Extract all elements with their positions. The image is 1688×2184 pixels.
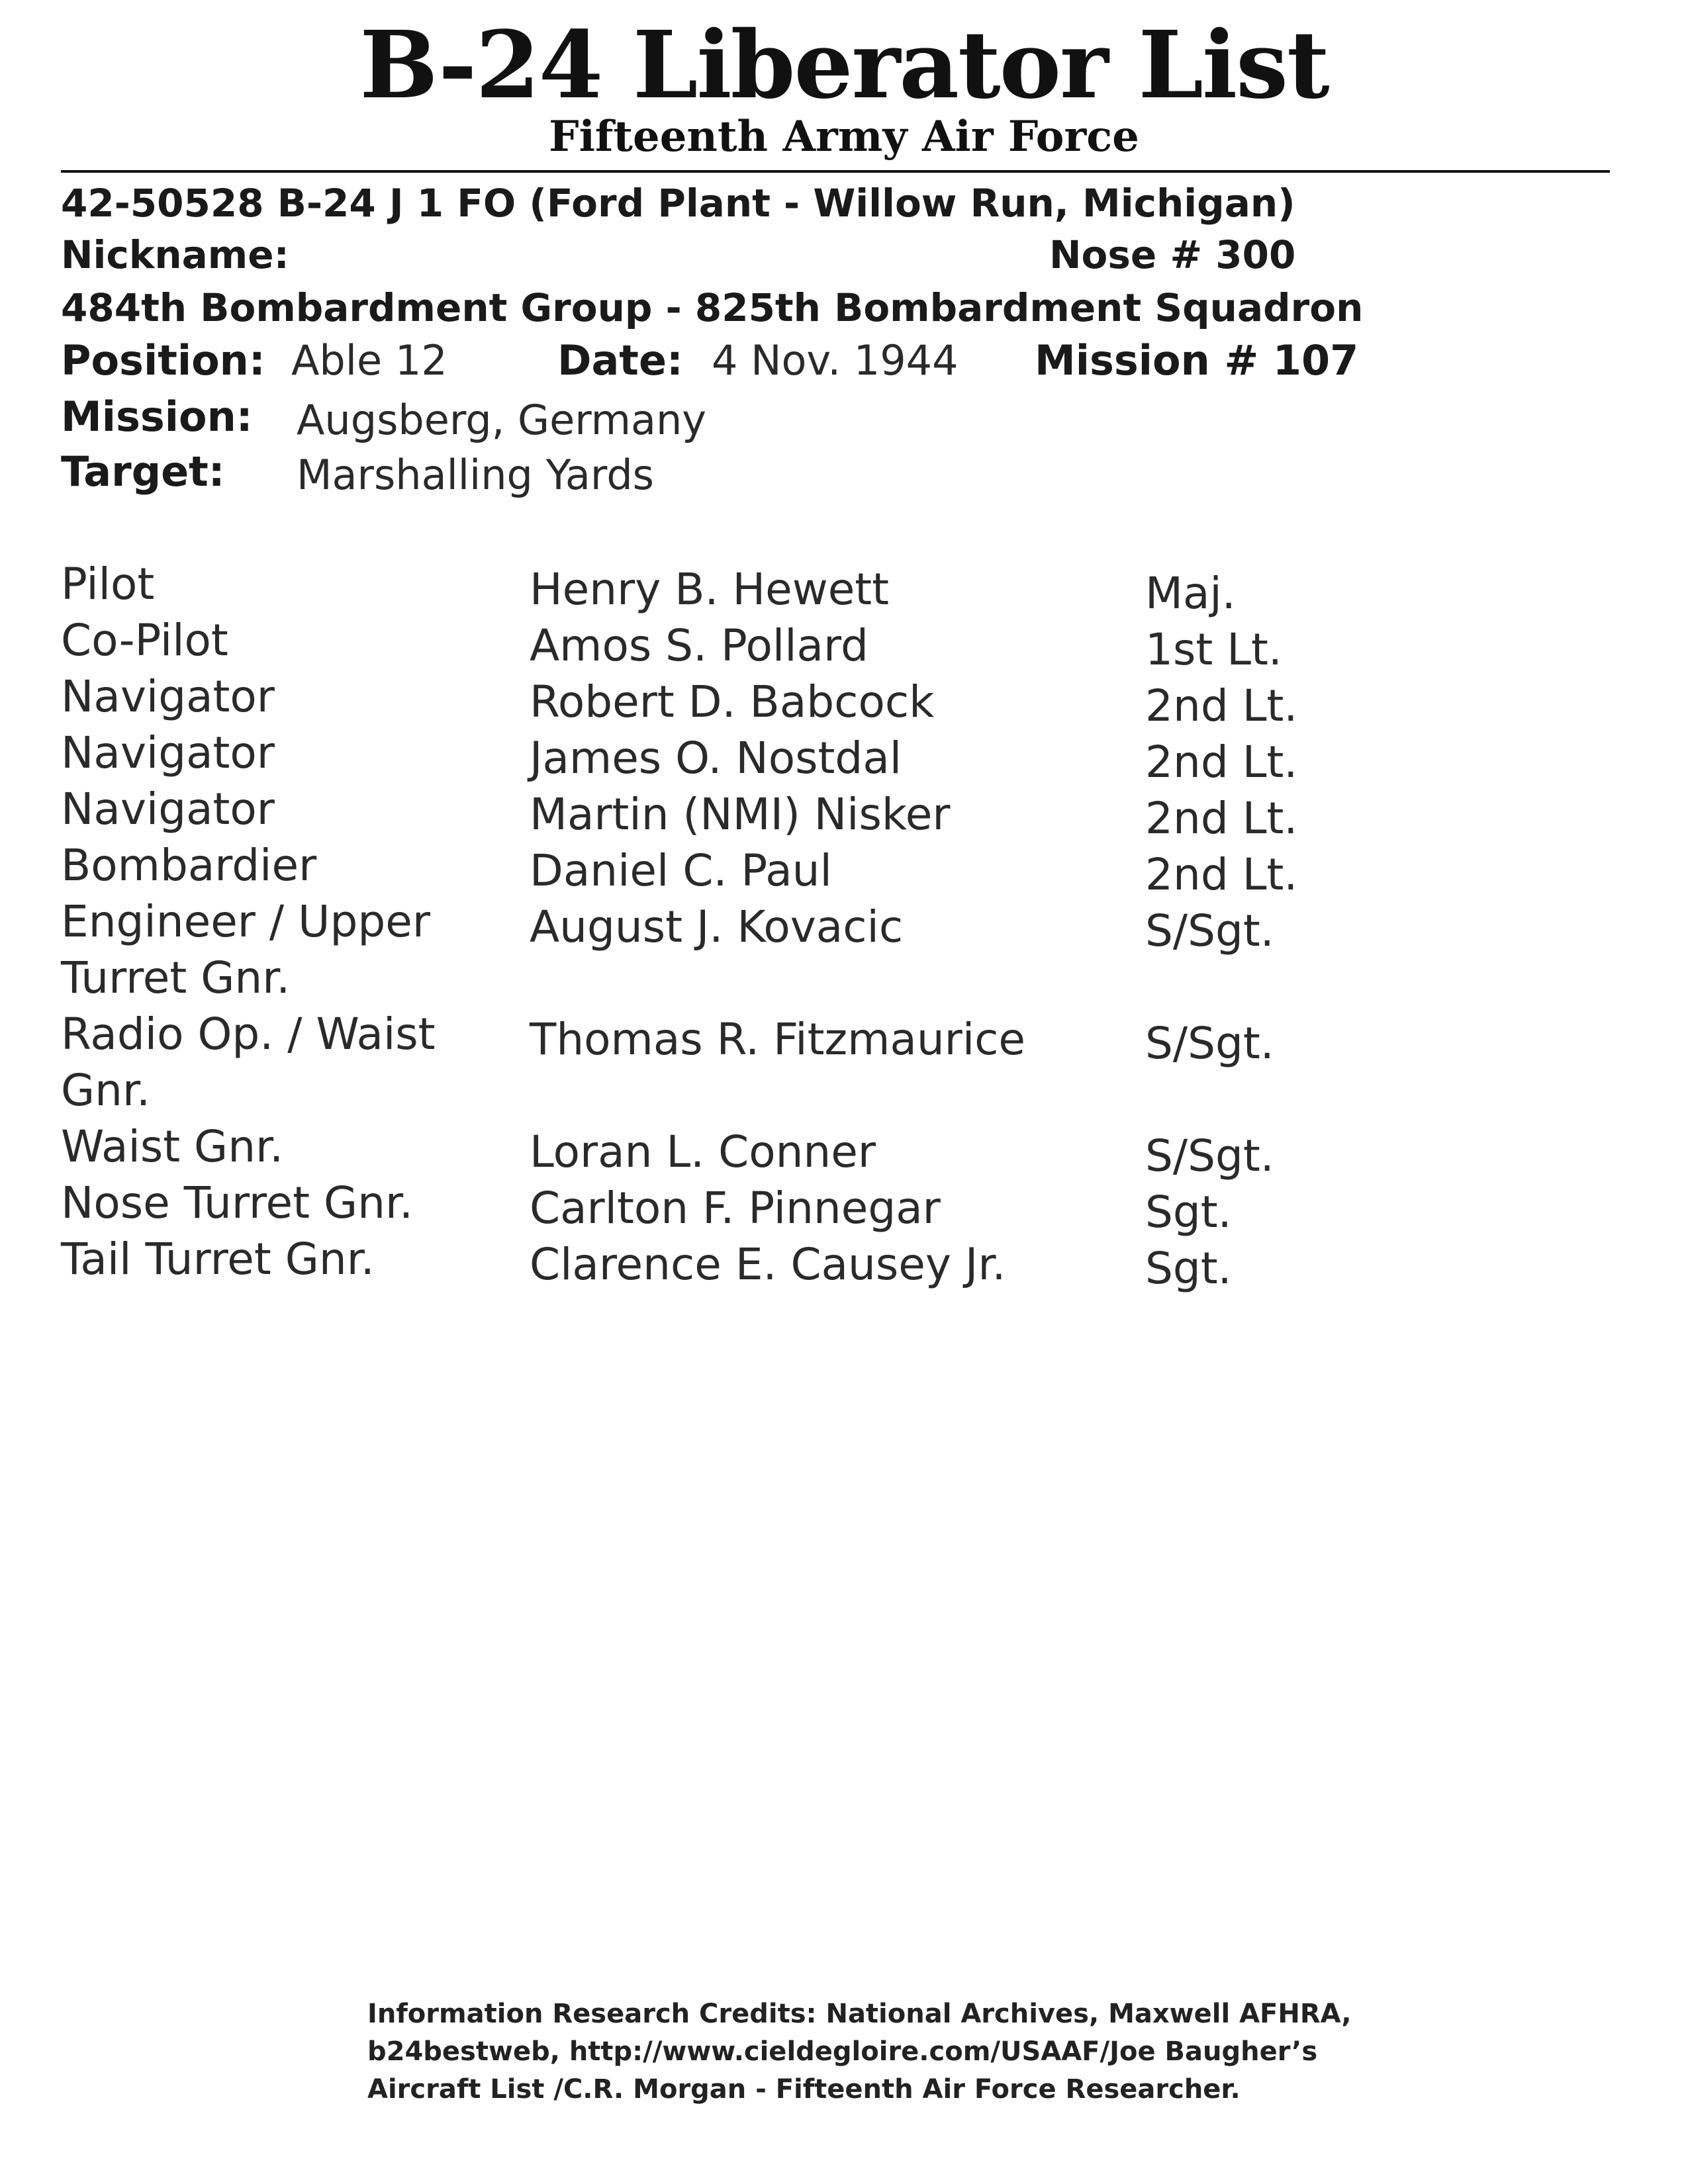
crew-position: Navigator (61, 727, 275, 778)
crew-position: Navigator (61, 671, 275, 722)
crew-rank: S/Sgt. (1145, 1018, 1274, 1069)
date-label: Date: (557, 336, 683, 385)
research-credits: Information Research Credits: National Archives, Maxwell AFHRA, b24bestweb, http://www.cieldegloire.com/USAAF/Joe Baugher’s Aircraft List /C.R. Morgan - Fifteenth Air Force Researcher. (367, 1999, 1352, 2105)
crew-position: Navigator (61, 784, 275, 835)
crew-position: Tail Turret Gnr. (61, 1234, 375, 1285)
crew-rank: Sgt. (1145, 1187, 1232, 1238)
crew-name: James O. Nostdal (530, 733, 902, 784)
aircraft-serial-line: 42-50528 B-24 J 1 FO (Ford Plant - Willow Run, Michigan) (61, 181, 1295, 226)
crew-rank: 2nd Lt. (1145, 680, 1298, 731)
target-value: Marshalling Yards (297, 451, 654, 499)
nose-number: Nose # 300 (1049, 232, 1296, 277)
unit-line: 484th Bombardment Group - 825th Bombardment Squadron (61, 285, 1364, 330)
crew-position: Bombardier (61, 840, 317, 891)
crew-name: Daniel C. Paul (530, 845, 832, 896)
crew-name: Carlton F. Pinnegar (530, 1183, 941, 1234)
crew-rank: Sgt. (1145, 1243, 1232, 1294)
crew-position: Engineer / Upper Turret Gnr. (61, 896, 430, 1003)
crew-rank: Maj. (1145, 568, 1236, 619)
crew-name: Clarence E. Causey Jr. (530, 1239, 1006, 1290)
page-title: B-24 Liberator List (359, 11, 1329, 120)
crew-name: August J. Kovacic (530, 901, 904, 952)
crew-name: Amos S. Pollard (530, 620, 868, 671)
crew-name: Martin (NMI) Nisker (530, 789, 951, 840)
position-value: Able 12 (291, 336, 447, 385)
crew-rank: S/Sgt. (1145, 1130, 1274, 1181)
crew-rank: 1st Lt. (1145, 624, 1282, 675)
crew-name: Robert D. Babcock (530, 676, 935, 727)
crew-rank: 2nd Lt. (1145, 849, 1298, 900)
crew-rank: 2nd Lt. (1145, 737, 1298, 788)
crew-rank: 2nd Lt. (1145, 793, 1298, 844)
target-label: Target: (61, 447, 225, 496)
mission-label: Mission: (61, 392, 253, 441)
date-value: 4 Nov. 1944 (712, 336, 959, 385)
crew-name: Thomas R. Fitzmaurice (530, 1014, 1026, 1065)
crew-position: Co-Pilot (61, 615, 228, 666)
nickname-label: Nickname: (61, 232, 289, 277)
crew-rank: S/Sgt. (1145, 905, 1274, 956)
position-label: Position: (61, 336, 265, 385)
crew-position: Nose Turret Gnr. (61, 1177, 413, 1228)
title-divider (61, 170, 1610, 173)
page-subtitle: Fifteenth Army Air Force (549, 112, 1139, 161)
crew-name: Henry B. Hewett (530, 564, 890, 615)
mission-value: Augsberg, Germany (297, 396, 707, 444)
mission-number: Mission # 107 (1035, 336, 1359, 385)
crew-position: Waist Gnr. (61, 1121, 284, 1172)
crew-position: Pilot (61, 559, 155, 610)
crew-name: Loran L. Conner (530, 1126, 876, 1177)
crew-position: Radio Op. / Waist Gnr. (61, 1009, 436, 1116)
